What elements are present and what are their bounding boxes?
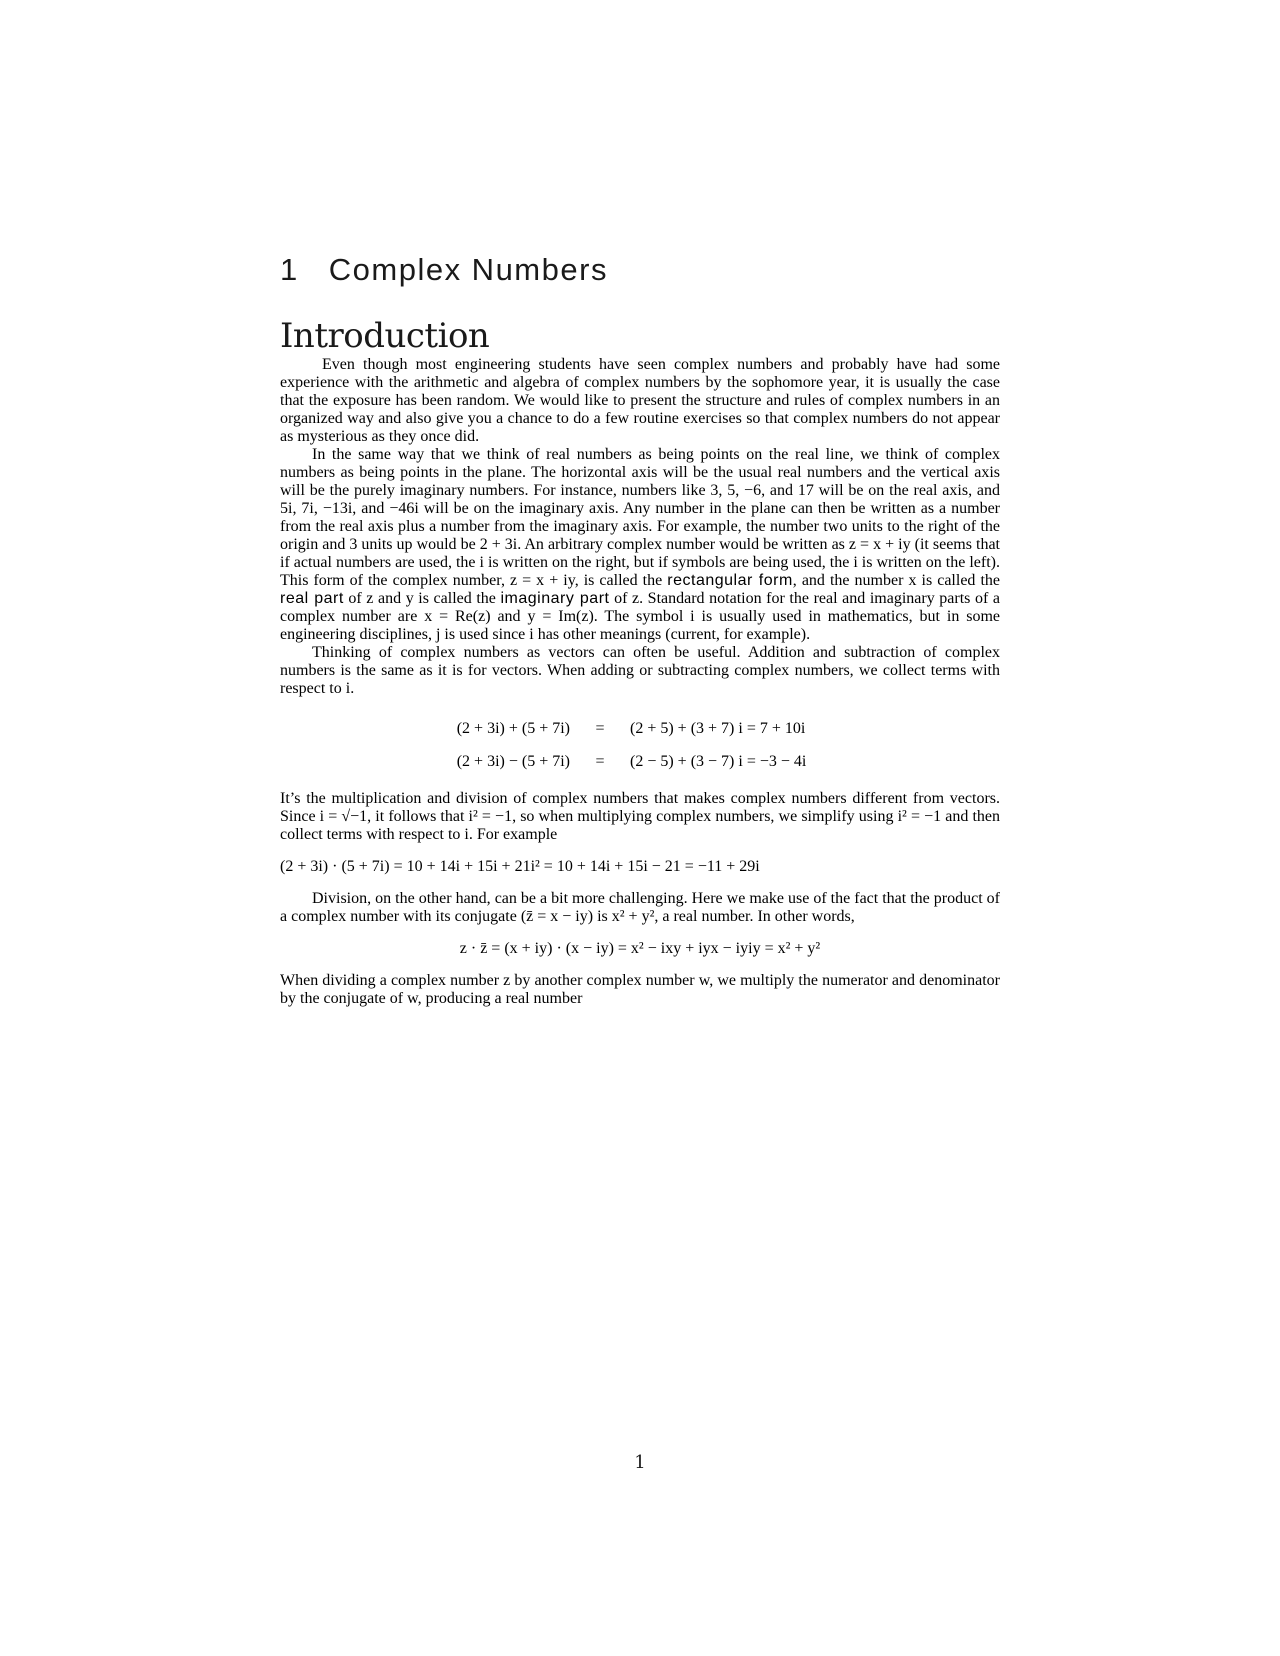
equation-subtraction — [280, 745, 1000, 778]
term-imaginary-part: imaginary part — [500, 590, 610, 607]
equation-subtraction-rhs: (2 − 5) + (3 − 7) i = −3 − 4i — [630, 752, 807, 770]
page-number: 1 — [634, 1452, 646, 1473]
equation-addition — [280, 712, 1000, 745]
paragraph-plane-part-d: of z. Standard notation for the real and imaginary parts of a complex number are x = Re(z) and y = Im(z). The symbol i is usually used in mathematics, but in some engineering disciplines, j is used since i has other meanings (current, for example). — [280, 590, 1001, 643]
equation-subtraction-lhs: (2 + 3i) − (5 + 7i) — [456, 752, 570, 770]
paragraph-plane — [280, 446, 1000, 644]
equation-multiplication: (2 + 3i) · (5 + 7i) = 10 + 14i + 15i + 21i² = 10 + 14i + 15i − 21 = −11 + 29i — [280, 858, 760, 875]
term-real-part: real part — [280, 590, 344, 607]
body-text — [280, 356, 1000, 1008]
paragraph-plane-part-a: In the same way that we think of real numbers as being points on the real line, we think of complex numbers as being points in the plane. The horizontal axis will be the usual real numbers and the vertical axis will be the purely imaginary numbers. For instance, numbers like 3, 5, −6, and 17 will be on the real axis, and 5i, 7i, −13i, and −46i will be on the imaginary axis. Any number in the plane can then be written as a number from the real axis plus a number from the imaginary axis. For example, the number two units to the right of the origin and 3 units up would be 2 + 3i. An arbitrary complex number would be written as z = x + iy (it seems that if actual numbers are used, the i is written on the right, but if symbols are being used, the i is written on the left). This form of the complex number, z = x + iy, is called the — [280, 446, 1000, 589]
equation-addition-lhs: (2 + 3i) + (5 + 7i) — [456, 719, 570, 737]
paragraph-plane-part-b: , and the number x is called the — [792, 572, 1001, 589]
paragraph-division: Division, on the other hand, can be a bit more challenging. Here we make use of the fact that the product of a complex number with its conjugate (z̄ = x − iy) is x² + y², a real number. In other words, — [280, 890, 1000, 925]
subsection-title: Introduction — [280, 316, 490, 356]
term-rectangular-form: rectangular form — [667, 572, 793, 589]
section-title — [280, 252, 608, 288]
paragraph-intro: Even though most engineering students have seen complex numbers and probably have had some experience with the arithmetic and algebra of complex numbers by the sophomore year, it is usually the case that the exposure has been random. We would like to present the structure and rules of complex numbers in an organized way and also give you a chance to do a few routine exercises so that complex numbers do not appear as mysterious as they once did. — [280, 356, 1000, 445]
equation-block-add-sub — [280, 712, 1000, 778]
equation-subtraction-equals: = — [595, 752, 605, 770]
paragraph-multiplication: It’s the multiplication and division of complex numbers that makes complex numbers different from vectors. Since i = √−1, it follows that i² = −1, so when multiplying complex numbers, we simplify using i² = −1 and then collect terms with respect to i. For example — [280, 790, 1000, 843]
equation-addition-equals: = — [595, 719, 605, 737]
equation-addition-rhs: (2 + 5) + (3 + 7) i = 7 + 10i — [630, 719, 806, 737]
equation-conjugate-product: z · z̄ = (x + iy) · (x − iy) = x² − ixy + iyx − iyiy = x² + y² — [459, 940, 821, 957]
paragraph-vectors: Thinking of complex numbers as vectors can often be useful. Addition and subtraction of complex numbers is the same as it is for vectors. When adding or subtracting complex numbers, we collect terms with respect to i. — [280, 644, 1000, 697]
section-number: 1 — [280, 252, 299, 287]
section-title-text: Complex Numbers — [328, 252, 608, 287]
paragraph-plane-part-c: of z and y is called the — [348, 590, 496, 607]
paragraph-dividing: When dividing a complex number z by another complex number w, we multiply the numerator and denominator by the conjugate of w, producing a real number — [280, 972, 1000, 1007]
